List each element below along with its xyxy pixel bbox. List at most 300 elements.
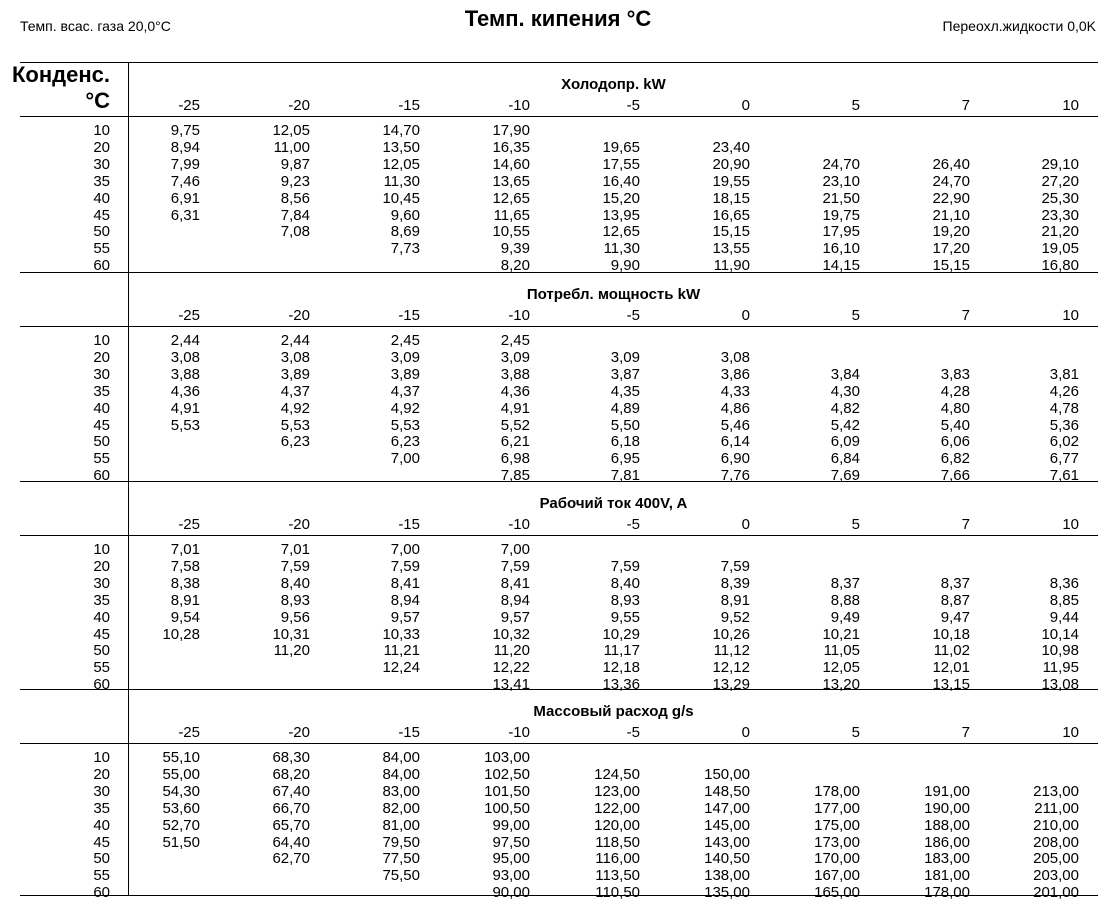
table-cell: 79,50 [382, 833, 420, 851]
row-label: 35 [93, 382, 110, 400]
table-cell: 93,00 [492, 867, 530, 885]
table-cell: 122,00 [594, 799, 640, 817]
table-cell: 4,33 [720, 382, 750, 400]
table-cell: 9,44 [1049, 608, 1079, 626]
table-cell: 138,00 [704, 867, 750, 885]
table-cell: 148,50 [704, 782, 750, 800]
table-cell: 11,02 [933, 642, 970, 660]
row-label: 30 [93, 365, 110, 383]
table-cell: 205,00 [1033, 850, 1079, 868]
table-cell: 7,66 [940, 467, 970, 485]
table-cell: 64,40 [272, 833, 310, 851]
table-cell: 84,00 [382, 749, 420, 766]
column-header: 0 [741, 516, 750, 533]
table-cell: 4,35 [610, 382, 640, 400]
table-cell: 6,21 [500, 433, 530, 451]
row-label: 50 [93, 850, 110, 868]
table-cell: 6,09 [830, 433, 860, 451]
table-cell: 8,56 [280, 189, 310, 207]
column-header: -5 [626, 724, 640, 741]
column-header: 5 [851, 97, 860, 114]
table-cell: 7,59 [500, 557, 530, 575]
table-cell: 7,01 [280, 541, 310, 558]
row-label: 55 [93, 450, 110, 468]
column-header: -5 [626, 516, 640, 533]
table-cell: 4,37 [390, 382, 420, 400]
table-cell: 8,39 [720, 574, 750, 592]
table-cell: 6,91 [170, 189, 200, 207]
section-title: Рабочий ток 400V, A [539, 495, 688, 512]
table-cell: 113,50 [595, 867, 640, 885]
table-cell: 7,59 [390, 557, 420, 575]
table-cell: 83,00 [382, 782, 420, 800]
row-label: 10 [93, 122, 110, 139]
table-cell: 5,52 [500, 416, 530, 434]
table-cell: 10,98 [1041, 642, 1079, 660]
column-header: -10 [508, 516, 530, 533]
table-cell: 68,20 [272, 765, 310, 783]
table-cell: 3,88 [500, 365, 530, 383]
table-cell: 6,06 [940, 433, 970, 451]
table-cell: 10,55 [492, 223, 530, 241]
table-cell: 68,30 [272, 749, 310, 766]
table-cell: 16,80 [1041, 257, 1079, 275]
row-label: 55 [93, 240, 110, 258]
column-header: -5 [626, 307, 640, 324]
table-cell: 24,70 [822, 155, 860, 173]
column-header: 7 [961, 97, 970, 114]
table-cell: 10,28 [162, 625, 200, 643]
table-cell: 11,21 [383, 642, 420, 660]
table-cell: 9,57 [500, 608, 530, 626]
table-cell: 77,50 [382, 850, 420, 868]
table-cell: 19,75 [822, 206, 860, 224]
table-cell: 10,21 [822, 625, 860, 643]
table-cell: 84,00 [382, 765, 420, 783]
table-cell: 11,95 [1042, 659, 1079, 677]
column-header: 5 [851, 516, 860, 533]
table-cell: 10,29 [602, 625, 640, 643]
table-cell: 183,00 [924, 850, 970, 868]
table-cell: 3,88 [170, 365, 200, 383]
table-cell: 11,17 [603, 642, 640, 660]
table-cell: 102,50 [484, 765, 530, 783]
table-cell: 8,94 [390, 591, 420, 609]
table-cell: 16,40 [602, 172, 640, 190]
table-cell: 3,09 [500, 348, 530, 366]
column-header: 7 [961, 516, 970, 533]
table-cell: 8,38 [170, 574, 200, 592]
table-cell: 4,36 [500, 382, 530, 400]
row-label: 55 [93, 659, 110, 677]
table-cell: 12,05 [822, 659, 860, 677]
table-cell: 9,90 [610, 257, 640, 275]
table-cell: 143,00 [704, 833, 750, 851]
table-cell: 27,20 [1041, 172, 1079, 190]
table-cell: 4,36 [170, 382, 200, 400]
table-cell: 9,57 [390, 608, 420, 626]
table-cell: 6,18 [610, 433, 640, 451]
table-cell: 66,70 [272, 799, 310, 817]
table-cell: 11,20 [493, 642, 530, 660]
table-cell: 4,82 [830, 399, 860, 417]
table-cell: 75,50 [382, 867, 420, 885]
column-header: 10 [1062, 516, 1079, 533]
table-cell: 15,15 [932, 257, 970, 275]
table-cell: 8,69 [390, 223, 420, 241]
table-cell: 11,00 [273, 138, 310, 156]
table-cell: 6,23 [280, 433, 310, 451]
table-cell: 8,93 [610, 591, 640, 609]
table-cell: 190,00 [924, 799, 970, 817]
table-cell: 9,60 [390, 206, 420, 224]
column-header: -15 [398, 97, 420, 114]
table-cell: 16,65 [712, 206, 750, 224]
table-cell: 97,50 [492, 833, 530, 851]
section-top-border [20, 481, 1098, 482]
row-label: 30 [93, 574, 110, 592]
table-cell: 201,00 [1033, 884, 1079, 902]
row-label: 50 [93, 223, 110, 241]
row-label: 60 [93, 676, 110, 694]
table-cell: 18,15 [712, 189, 750, 207]
table-cell: 3,08 [280, 348, 310, 366]
column-header: -20 [288, 724, 310, 741]
column-header: 0 [741, 724, 750, 741]
table-cell: 12,65 [492, 189, 530, 207]
table-cell: 6,02 [1049, 433, 1079, 451]
table-cell: 22,90 [932, 189, 970, 207]
table-cell: 12,22 [492, 659, 530, 677]
table-cell: 6,77 [1049, 450, 1079, 468]
table-cell: 8,41 [500, 574, 530, 592]
column-header: 0 [741, 307, 750, 324]
table-cell: 150,00 [704, 765, 750, 783]
column-header: -25 [178, 97, 200, 114]
table-cell: 3,09 [390, 348, 420, 366]
table-cell: 10,32 [492, 625, 530, 643]
table-cell: 10,31 [272, 625, 310, 643]
table-cell: 4,92 [280, 399, 310, 417]
table-cell: 7,00 [500, 541, 530, 558]
column-header: -25 [178, 724, 200, 741]
table-cell: 11,90 [713, 257, 750, 275]
table-cell: 210,00 [1033, 816, 1079, 834]
table-cell: 11,12 [713, 642, 750, 660]
table-cell: 12,18 [602, 659, 640, 677]
table-cell: 6,95 [610, 450, 640, 468]
table-cell: 8,91 [170, 591, 200, 609]
table-cell: 6,98 [500, 450, 530, 468]
table-cell: 6,23 [390, 433, 420, 451]
table-cell: 4,86 [720, 399, 750, 417]
table-cell: 7,59 [280, 557, 310, 575]
row-label: 45 [93, 206, 110, 224]
table-cell: 135,00 [704, 884, 750, 902]
column-header: -25 [178, 516, 200, 533]
table-cell: 12,12 [712, 659, 750, 677]
row-label: 40 [93, 189, 110, 207]
condenser-label-line1: Конденс. [12, 62, 110, 87]
row-label: 55 [93, 867, 110, 885]
table-cell: 13,08 [1041, 676, 1079, 694]
table-cell: 7,99 [170, 155, 200, 173]
table-cell: 7,00 [390, 541, 420, 558]
table-cell: 8,40 [280, 574, 310, 592]
table-cell: 7,85 [500, 467, 530, 485]
table-cell: 55,00 [162, 765, 200, 783]
table-cell: 9,49 [830, 608, 860, 626]
table-cell: 19,05 [1041, 240, 1079, 258]
table-cell: 3,08 [720, 348, 750, 366]
table-cell: 11,30 [383, 172, 420, 190]
table-cell: 7,08 [280, 223, 310, 241]
table-cell: 12,05 [382, 155, 420, 173]
column-header: -20 [288, 97, 310, 114]
table-cell: 4,37 [280, 382, 310, 400]
row-label: 35 [93, 799, 110, 817]
table-cell: 145,00 [704, 816, 750, 834]
table-cell: 19,55 [712, 172, 750, 190]
row-label: 60 [93, 257, 110, 275]
table-cell: 13,50 [382, 138, 420, 156]
column-header: -10 [508, 724, 530, 741]
table-cell: 11,20 [273, 642, 310, 660]
row-label: 20 [93, 138, 110, 156]
column-header: 5 [851, 724, 860, 741]
condenser-label [6, 62, 110, 114]
table-cell: 100,50 [484, 799, 530, 817]
table-cell: 7,59 [720, 557, 750, 575]
table-cell: 5,46 [720, 416, 750, 434]
table-cell: 10,18 [932, 625, 970, 643]
table-cell: 9,52 [720, 608, 750, 626]
table-cell: 6,14 [720, 433, 750, 451]
table-cell: 19,65 [602, 138, 640, 156]
table-cell: 24,70 [932, 172, 970, 190]
table-cell: 5,36 [1049, 416, 1079, 434]
table-cell: 13,41 [492, 676, 530, 694]
table-cell: 7,58 [170, 557, 200, 575]
column-header: -25 [178, 307, 200, 324]
table-cell: 13,29 [712, 676, 750, 694]
header-divider [20, 743, 1098, 744]
table-cell: 9,47 [940, 608, 970, 626]
page-title: Темп. кипения °С [464, 6, 652, 31]
table-cell: 25,30 [1041, 189, 1079, 207]
header-divider [20, 326, 1098, 327]
table-cell: 178,00 [814, 782, 860, 800]
column-header: -15 [398, 724, 420, 741]
table-cell: 116,00 [595, 850, 640, 868]
table-cell: 118,50 [595, 833, 640, 851]
row-label: 60 [93, 884, 110, 902]
table-cell: 51,50 [162, 833, 200, 851]
row-label: 45 [93, 625, 110, 643]
table-cell: 9,55 [610, 608, 640, 626]
table-cell: 103,00 [484, 749, 530, 766]
table-vertical-divider [128, 62, 129, 895]
table-cell: 3,86 [720, 365, 750, 383]
table-cell: 8,87 [940, 591, 970, 609]
table-cell: 4,28 [940, 382, 970, 400]
table-cell: 4,91 [500, 399, 530, 417]
section-top-border [20, 272, 1098, 273]
table-cell: 12,24 [382, 659, 420, 677]
column-header: -5 [626, 97, 640, 114]
table-cell: 8,88 [830, 591, 860, 609]
table-cell: 20,90 [712, 155, 750, 173]
table-cell: 9,54 [170, 608, 200, 626]
table-cell: 3,84 [830, 365, 860, 383]
table-cell: 8,40 [610, 574, 640, 592]
table-cell: 3,81 [1049, 365, 1079, 383]
table-cell: 2,44 [170, 332, 200, 349]
table-cell: 213,00 [1033, 782, 1079, 800]
table-cell: 110,50 [595, 884, 640, 902]
table-cell: 173,00 [814, 833, 860, 851]
table-cell: 12,05 [272, 122, 310, 139]
table-cell: 17,20 [932, 240, 970, 258]
header-right-text: Переохл.жидкости 0,0K [942, 18, 1096, 34]
column-header: -15 [398, 516, 420, 533]
table-cell: 17,95 [822, 223, 860, 241]
table-cell: 203,00 [1033, 867, 1079, 885]
table-cell: 95,00 [492, 850, 530, 868]
table-cell: 10,33 [382, 625, 420, 643]
table-cell: 6,82 [940, 450, 970, 468]
table-cell: 8,36 [1049, 574, 1079, 592]
table-cell: 13,65 [492, 172, 530, 190]
table-cell: 14,15 [822, 257, 860, 275]
column-header: -15 [398, 307, 420, 324]
table-cell: 12,01 [932, 659, 970, 677]
table-cell: 14,60 [492, 155, 530, 173]
table-cell: 3,89 [390, 365, 420, 383]
table-cell: 178,00 [924, 884, 970, 902]
table-cell: 12,65 [602, 223, 640, 241]
section-title: Холодопр. kW [561, 76, 666, 93]
table-cell: 16,10 [822, 240, 860, 258]
table-cell: 2,45 [390, 332, 420, 349]
table-cell: 8,85 [1049, 591, 1079, 609]
row-label: 35 [93, 591, 110, 609]
table-cell: 55,10 [162, 749, 200, 766]
header-divider [20, 116, 1098, 117]
row-label: 50 [93, 642, 110, 660]
table-cell: 3,08 [170, 348, 200, 366]
table-cell: 5,40 [940, 416, 970, 434]
header-divider [20, 535, 1098, 536]
table-cell: 8,94 [170, 138, 200, 156]
table-cell: 11,30 [603, 240, 640, 258]
table-cell: 65,70 [272, 816, 310, 834]
table-cell: 4,91 [170, 399, 200, 417]
table-cell: 15,15 [712, 223, 750, 241]
column-header: 0 [741, 97, 750, 114]
table-cell: 120,00 [594, 816, 640, 834]
section-title: Массовый расход g/s [533, 703, 694, 720]
table-cell: 167,00 [814, 867, 860, 885]
table-cell: 8,20 [500, 257, 530, 275]
row-label: 30 [93, 155, 110, 173]
table-cell: 23,30 [1041, 206, 1079, 224]
table-cell: 7,61 [1049, 467, 1079, 485]
table-cell: 99,00 [492, 816, 530, 834]
header-left-text: Темп. всас. газа 20,0°C [20, 18, 171, 34]
table-cell: 10,14 [1041, 625, 1079, 643]
row-label: 40 [93, 399, 110, 417]
table-cell: 13,95 [602, 206, 640, 224]
table-cell: 101,50 [484, 782, 530, 800]
table-cell: 3,89 [280, 365, 310, 383]
table-cell: 4,78 [1049, 399, 1079, 417]
row-label: 35 [93, 172, 110, 190]
table-cell: 7,81 [610, 467, 640, 485]
table-cell: 54,30 [162, 782, 200, 800]
table-cell: 181,00 [924, 867, 970, 885]
table-cell: 5,53 [170, 416, 200, 434]
table-cell: 8,37 [830, 574, 860, 592]
table-cell: 81,00 [382, 816, 420, 834]
table-cell: 13,15 [932, 676, 970, 694]
table-cell: 8,91 [720, 591, 750, 609]
table-cell: 26,40 [932, 155, 970, 173]
row-label: 45 [93, 416, 110, 434]
column-header: -20 [288, 516, 310, 533]
row-label: 20 [93, 765, 110, 783]
column-header: 5 [851, 307, 860, 324]
table-cell: 5,53 [390, 416, 420, 434]
table-cell: 2,45 [500, 332, 530, 349]
table-cell: 21,10 [932, 206, 970, 224]
column-header: 10 [1062, 97, 1079, 114]
table-cell: 208,00 [1033, 833, 1079, 851]
table-cell: 147,00 [704, 799, 750, 817]
column-header: -20 [288, 307, 310, 324]
table-cell: 7,46 [170, 172, 200, 190]
row-label: 20 [93, 557, 110, 575]
section-top-border [20, 689, 1098, 690]
table-cell: 6,31 [170, 206, 200, 224]
table-cell: 11,05 [823, 642, 860, 660]
row-label: 45 [93, 833, 110, 851]
table-cell: 10,26 [712, 625, 750, 643]
table-cell: 67,40 [272, 782, 310, 800]
table-cell: 9,87 [280, 155, 310, 173]
table-cell: 19,20 [932, 223, 970, 241]
table-cell: 4,80 [940, 399, 970, 417]
table-cell: 15,20 [602, 189, 640, 207]
table-cell: 177,00 [814, 799, 860, 817]
table-cell: 14,70 [382, 122, 420, 139]
table-cell: 17,55 [602, 155, 640, 173]
table-cell: 4,30 [830, 382, 860, 400]
row-label: 40 [93, 816, 110, 834]
table-cell: 9,56 [280, 608, 310, 626]
table-cell: 13,20 [822, 676, 860, 694]
row-label: 10 [93, 749, 110, 766]
table-cell: 7,00 [390, 450, 420, 468]
table-cell: 8,41 [390, 574, 420, 592]
table-cell: 3,87 [610, 365, 640, 383]
table-cell: 90,00 [492, 884, 530, 902]
section-top-border [20, 62, 1098, 63]
table-cell: 123,00 [594, 782, 640, 800]
table-cell: 188,00 [924, 816, 970, 834]
condenser-label-line2: °С [85, 88, 110, 113]
table-cell: 4,26 [1049, 382, 1079, 400]
